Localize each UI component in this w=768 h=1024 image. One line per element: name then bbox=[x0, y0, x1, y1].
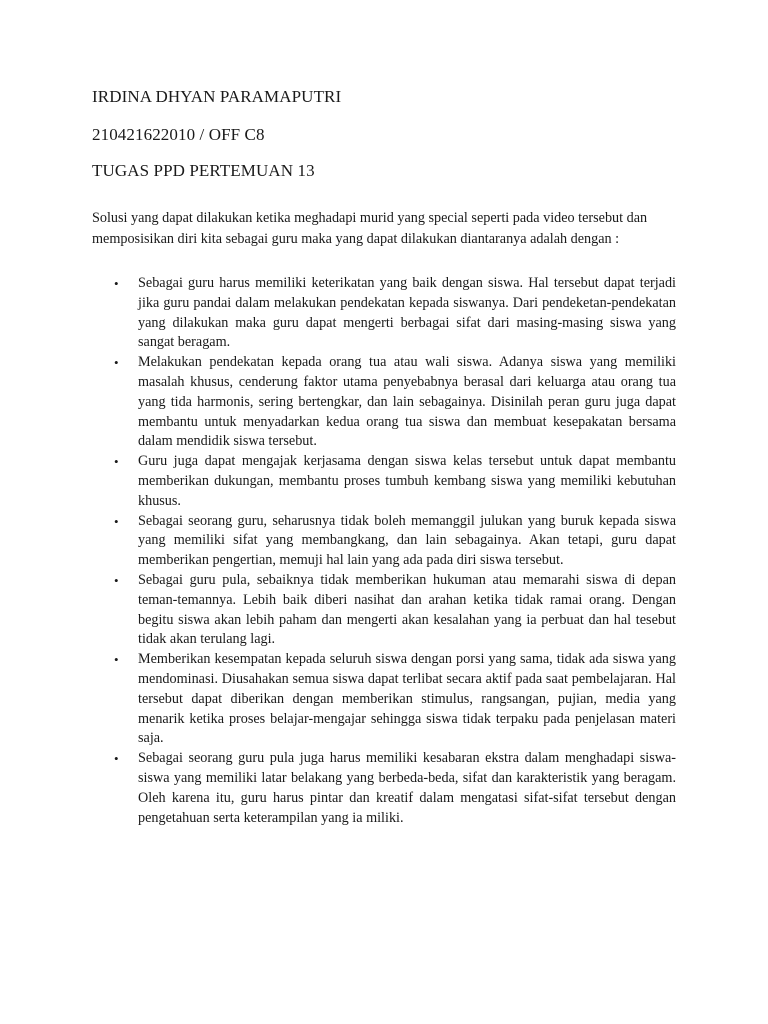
list-item bbox=[92, 452, 676, 511]
intro-paragraph: Solusi yang dapat dilakukan ketika meghadapi murid yang special seperti pada video tersebut dan memposisikan diri kita sebagai guru maka yang dapat dilakukan diantaranya adalah dengan : bbox=[92, 210, 648, 247]
bullet-icon: • bbox=[114, 276, 119, 291]
list-item bbox=[92, 650, 676, 749]
bullet-icon: • bbox=[114, 572, 119, 588]
student-name: IRDINA DHYAN PARAMAPUTRI bbox=[92, 87, 342, 106]
list-item-text: Sebagai guru harus memiliki keterikatan yang baik dengan siswa. Hal tersebut dapat terjadi jika guru pandai dalam melakukan pendekatan kepada siswanya. Dari pendeketan-pendekatan yang dilakukan maka guru dapat mengerti berbagai sifat dari masing-masing siswa yang sangat beragam. bbox=[138, 275, 676, 351]
list-item bbox=[92, 274, 676, 353]
list-item-text: Memberikan kesempatan kepada seluruh siswa dengan porsi yang sama, tidak ada siswa yang mendominasi. Diusahakan semua siswa dapat terlibat secara aktif pada saat pembelajaran. Hal tersebut dapat diberikan dengan memberikan stimulus, rangsangan, pujian, media yang menarik ketika proses belajar-mengajar sehingga siswa tidak terpaku pada penjelasan materi saja. bbox=[138, 651, 676, 747]
bullet-icon: • bbox=[114, 454, 119, 470]
bullet-icon: • bbox=[114, 355, 119, 371]
bullet-icon: • bbox=[114, 652, 119, 668]
list-item-text: Sebagai seorang guru pula juga harus memiliki kesabaran ekstra dalam menghadapi siswa-siswa yang memiliki latar belakang yang berbeda-beda, sifat dan karakteristik yang beragam. Oleh karena itu, guru harus pintar dan kreatif dalam mengatasi sifat-sifat tersebut dengan pengetahuan serta keterampilan yang ia miliki. bbox=[138, 750, 676, 826]
list-item bbox=[92, 571, 676, 650]
student-id-class: 210421622010 / OFF C8 bbox=[92, 125, 265, 144]
list-item bbox=[92, 749, 676, 828]
list-item-text: Sebagai seorang guru, seharusnya tidak boleh memanggil julukan yang buruk kepada siswa yang memiliki sifat yang membangkang, dan lain sebagainya. Akan tetapi, guru dapat memberikan pengertian, memuji hal lain yang ada pada diri siswa tersebut. bbox=[138, 512, 676, 569]
list-item-text: Guru juga dapat mengajak kerjasama dengan siswa kelas tersebut untuk dapat membantu memberikan dukungan, membantu proses tumbuh kembang siswa yang memiliki kebutuhan khusus. bbox=[138, 453, 676, 509]
list-item-text: Sebagai guru pula, sebaiknya tidak memberikan hukuman atau memarahi siswa di depan teman-temannya. Lebih baik diberi nasihat dan arahan ketika tidak ramai orang. Dengan begitu siswa akan lebih paham dan mengerti akan kesalahan yang ia perbuat dan hal tesebut tidak akan terulang lagi. bbox=[138, 571, 676, 648]
list-item-text: Melakukan pendekatan kepada orang tua atau wali siswa. Adanya siswa yang memiliki masalah khusus, cenderung faktor utama penyebabnya berasal dari keluarga atau orang tua yang tida harmonis, sering bertengkar, dan lain sebagainya. Disinilah peran guru juga dapat membantu untuk menyadarkan kedua orang tua siswa dan membuat kesepakatan bersama dalam mendidik siswa tersebut. bbox=[138, 354, 676, 450]
assignment-title: TUGAS PPD PERTEMUAN 13 bbox=[92, 161, 315, 180]
bullet-icon: • bbox=[114, 751, 119, 767]
bullet-icon: • bbox=[114, 513, 119, 529]
list-item bbox=[92, 353, 676, 452]
list-item bbox=[92, 512, 676, 571]
solution-list bbox=[92, 274, 676, 828]
